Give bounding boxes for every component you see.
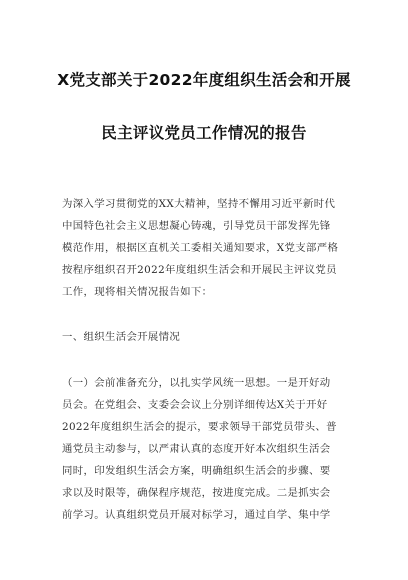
paragraph-line: 通党员主动参与，以严肃认真的态度开好本次组织生活会 [62, 443, 331, 455]
document-title-line-1: X党支部关于2022年度组织生活会和开展 [57, 71, 351, 89]
paragraph-line: 员会。在党组会、支委会会议上分别详细传达X关于开好 [62, 399, 328, 411]
intro-line: 为深入学习贯彻党的XX大精神，坚持不懈用习近平新时代 [62, 198, 336, 210]
intro-line: 模范作用，根据区直机关工委相关通知要求，X党支部严格 [62, 242, 339, 254]
intro-line: 按程序组织召开2022年度组织生活会和开展民主评议党员 [62, 264, 337, 276]
intro-line: 工作，现将相关情况报告如下： [62, 286, 213, 298]
paragraph-line: 前学习。认真组织党员开展对标学习，通过自学、集中学 [62, 509, 331, 521]
section-heading: 一、组织生活会开展情况 [62, 331, 181, 343]
paragraph-line: 求以及时限等，确保程序规范，按进度完成。二是抓实会 [62, 487, 331, 499]
paragraph-line: 2022年度组织生活会的提示，要求领导干部党员带头、普 [62, 421, 337, 433]
paragraph-line: （一）会前准备充分，以扎实学风统一思想。一是开好动 [62, 377, 331, 389]
intro-line: 中国特色社会主义思想凝心铸魂，引导党员干部发挥先锋 [62, 220, 331, 232]
paragraph-line: 同时，印发组织生活会方案，明确组织生活会的步骤、要 [62, 465, 331, 477]
document-title-line-2: 民主评议党员工作情况的报告 [101, 124, 307, 142]
